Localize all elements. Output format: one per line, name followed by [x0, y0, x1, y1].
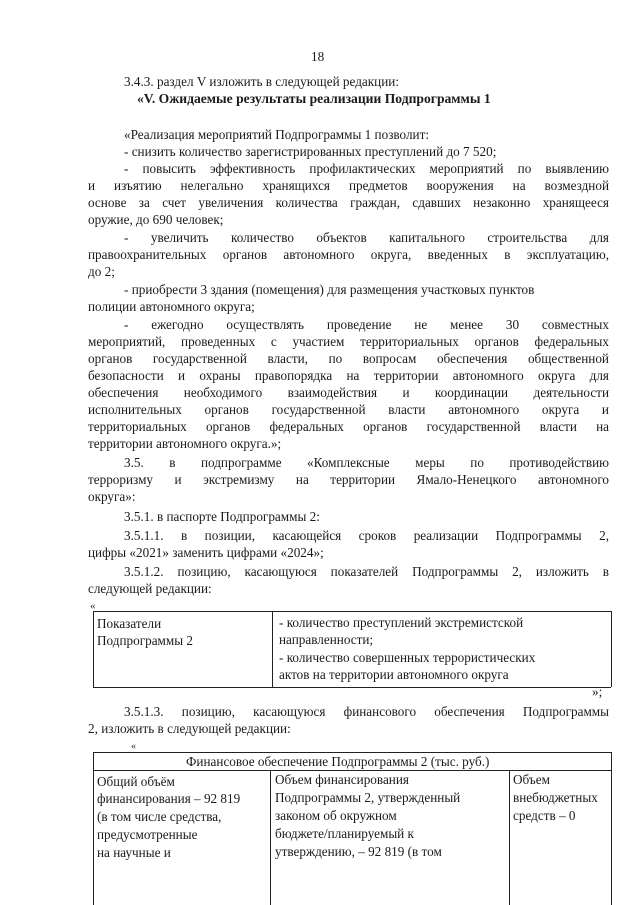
intro-text: «Реализация мероприятий Подпрограммы 1 позволит:: [124, 127, 430, 142]
financing-extrabudget-line-2: внебюджетных: [513, 790, 598, 805]
item-buildings-line-3: до 2;: [88, 264, 115, 279]
financing-budget-line-1: Объем финансирования: [275, 772, 409, 787]
section-3-5-1-3-line-2: 2, изложить в следующей редакции:: [88, 721, 291, 736]
indicators-value-line-1: - количество преступлений экстремистской: [279, 615, 524, 630]
open-quote-2: «: [131, 741, 136, 752]
financing-total-line-5: на научные и: [97, 845, 171, 860]
section-3-5-1-2-line-1: 3.5.1.2. позицию, касающуюся показателей Подпрограммы 2, изложить в: [124, 564, 609, 579]
financing-extrabudget-line-3: средств – 0: [513, 808, 576, 823]
financing-budget-line-5: утверждению, – 92 819 (в том: [275, 844, 442, 859]
item-events-line-4: безопасности и охраны правопорядка на территории автономного округа для: [88, 368, 609, 383]
section-3-4-3: 3.4.3. раздел V изложить в следующей редакции:: [124, 74, 399, 89]
financing-budget-line-2: Подпрограммы 2, утвержденный: [275, 790, 461, 805]
financing-total-line-2: финансирования – 92 819: [97, 791, 241, 806]
financing-table-title: Финансовое обеспечение Подпрограммы 2 (тыс. руб.): [186, 754, 490, 769]
item-events-line-1: - ежегодно осуществлять проведение не менее 30 совместных: [124, 317, 609, 332]
item-prevention-line-4: оружие, до 690 человек;: [88, 212, 224, 227]
item-prevention-line-3: основе за счет увеличения количества граждан, сдавших незаконно хранящееся: [88, 195, 609, 210]
section-3-5-1-1-line-2: цифры «2021» заменить цифрами «2024»;: [88, 545, 324, 560]
financing-total-line-1: Общий объём: [97, 774, 175, 789]
item-events-line-7: территориальных органов федеральных органов государственной власти на: [88, 419, 609, 434]
section-v-heading: «V. Ожидаемые результаты реализации Подпрограммы 1: [137, 91, 491, 106]
item-premises-line-2: полиции автономного округа;: [88, 299, 255, 314]
item-prevention-line-1: - повысить эффективность профилактических мероприятий по выявлению: [124, 161, 609, 176]
indicators-label-line-2: Подпрограммы 2: [97, 633, 193, 648]
item-events-line-8: территории автономного округа.»;: [88, 436, 282, 451]
financing-budget-line-4: бюджете/планируемый к: [275, 826, 414, 841]
item-reduce-crimes: - снизить количество зарегистрированных преступлений до 7 520;: [124, 144, 497, 159]
page-number: 18: [311, 49, 325, 64]
item-events-line-2: мероприятий, проведенных с участием территориальных органов федеральных: [88, 334, 609, 349]
open-quote-1: «: [90, 600, 96, 612]
item-events-line-6: исполнительных органов государственной власти автономного округа и: [88, 402, 609, 417]
section-3-5-line-1: 3.5. в подпрограмме «Комплексные меры по противодействию: [124, 455, 609, 470]
indicators-value-line-2: направленности;: [279, 632, 374, 647]
financing-total-line-4: предусмотренные: [97, 827, 198, 842]
indicators-value-line-3: - количество совершенных террористических: [279, 650, 536, 665]
section-3-5-line-2: терроризму и экстремизму на территории Ямало-Ненецкого автономного: [88, 472, 609, 487]
section-3-5-1-1-line-1: 3.5.1.1. в позиции, касающейся сроков реализации Подпрограммы 2,: [124, 528, 609, 543]
financing-total-line-3: (в том числе средства,: [97, 809, 222, 824]
item-buildings-line-1: - увеличить количество объектов капитального строительства для: [124, 230, 609, 245]
item-buildings-line-2: правоохранительных органов автономного округа, введенных в эксплуатацию,: [88, 247, 609, 262]
section-3-5-1-2-line-2: следующей редакции:: [88, 581, 212, 596]
indicators-label-line-1: Показатели: [97, 616, 162, 631]
item-events-line-5: обеспечения необходимого взаимодействия и координации деятельности: [88, 385, 609, 400]
section-3-5-1: 3.5.1. в паспорте Подпрограммы 2:: [124, 509, 320, 524]
close-quote-1: »;: [592, 684, 603, 699]
financing-extrabudget-line-1: Объем: [513, 772, 550, 787]
item-premises-line-1: - приобрести 3 здания (помещения) для размещения участковых пунктов: [124, 282, 535, 297]
financing-budget-line-3: законом об окружном: [275, 808, 397, 823]
section-3-5-1-3-line-1: 3.5.1.3. позицию, касающуюся финансового обеспечения Подпрограммы: [124, 704, 609, 719]
item-prevention-line-2: и изъятию нелегально хранящихся предметов вооружения на возмездной: [88, 178, 609, 193]
indicators-value-line-4: актов на территории автономного округа: [279, 667, 509, 682]
item-events-line-3: органов государственной власти, по вопросам обеспечения общественной: [88, 351, 609, 366]
section-3-5-line-3: округа»:: [88, 489, 136, 504]
